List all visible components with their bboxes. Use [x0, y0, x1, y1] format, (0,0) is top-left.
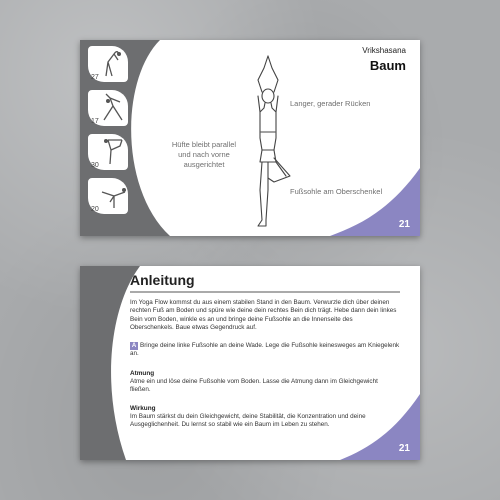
annotation-sole: Fußsohle am Oberschenkel — [290, 187, 383, 196]
thumbnail-number: 27 — [91, 74, 99, 81]
thumbnail-pose-30[interactable] — [88, 134, 128, 170]
tree-pose-illustration — [238, 50, 298, 230]
page-number: 21 — [398, 443, 410, 454]
pose-warrior-three-icon — [100, 180, 126, 210]
thumbnail-pose-17[interactable] — [88, 90, 128, 126]
page-number: 21 — [398, 219, 410, 230]
breathing-heading: Atmung — [130, 370, 155, 377]
pose-card-back — [80, 266, 420, 460]
effect-heading: Wirkung — [130, 405, 156, 412]
step-badge: A — [131, 343, 137, 349]
thumbnail-pose-20[interactable] — [88, 178, 128, 214]
sanskrit-pose-name: Vrikshasana — [362, 46, 406, 55]
instruction-step-a — [130, 342, 400, 359]
pose-dancer-icon — [100, 136, 126, 166]
pose-card-front — [80, 40, 420, 236]
step-text: Bringe deine linke Fußsohle an deine Wade. Lege die Fußsohle keinesweges am Kniegelenk an. — [130, 342, 400, 358]
thumbnail-number: 30 — [91, 162, 99, 169]
thumbnail-number: 17 — [91, 118, 99, 125]
annotation-hips: Hüfte bleibt parallel und nach vorne ausgerichtet — [171, 140, 237, 169]
thumbnail-pose-27[interactable] — [88, 46, 128, 82]
title-divider — [130, 291, 400, 293]
thumbnail-number: 20 — [91, 206, 99, 213]
instructions-title: Anleitung — [130, 272, 195, 288]
card-decoration — [80, 266, 420, 460]
breathing-text: Atme ein und löse deine Fußsohle vom Boden. Lasse die Atmung dann im Gleichgewicht fließen. — [130, 378, 378, 394]
annotation-back: Langer, gerader Rücken — [290, 99, 371, 108]
pose-standing-forward-bend-icon — [100, 48, 126, 78]
pose-title: Baum — [369, 58, 406, 73]
effect-text: Im Baum stärkst du dein Gleichgewicht, deine Stabilität, die Konzentration und deine Ausgeglichenheit. Du lernst so stabil wie ein Baum im Leben zu stehen. — [130, 413, 366, 429]
instructions-intro: Im Yoga Flow kommst du aus einem stabilen Stand in den Baum. Verwurzle dich über deinen rechten Fuß am Boden und spüre wie deine dein rechtes Bein dich trägt. Hebe dann dein linkes Bein vom Boden, winkle es an und bringe deine Fußsohle an die Innenseite des Oberschenkels. Baue etwas Gegendruck auf. — [130, 299, 397, 332]
pose-triangle-icon — [100, 92, 126, 122]
